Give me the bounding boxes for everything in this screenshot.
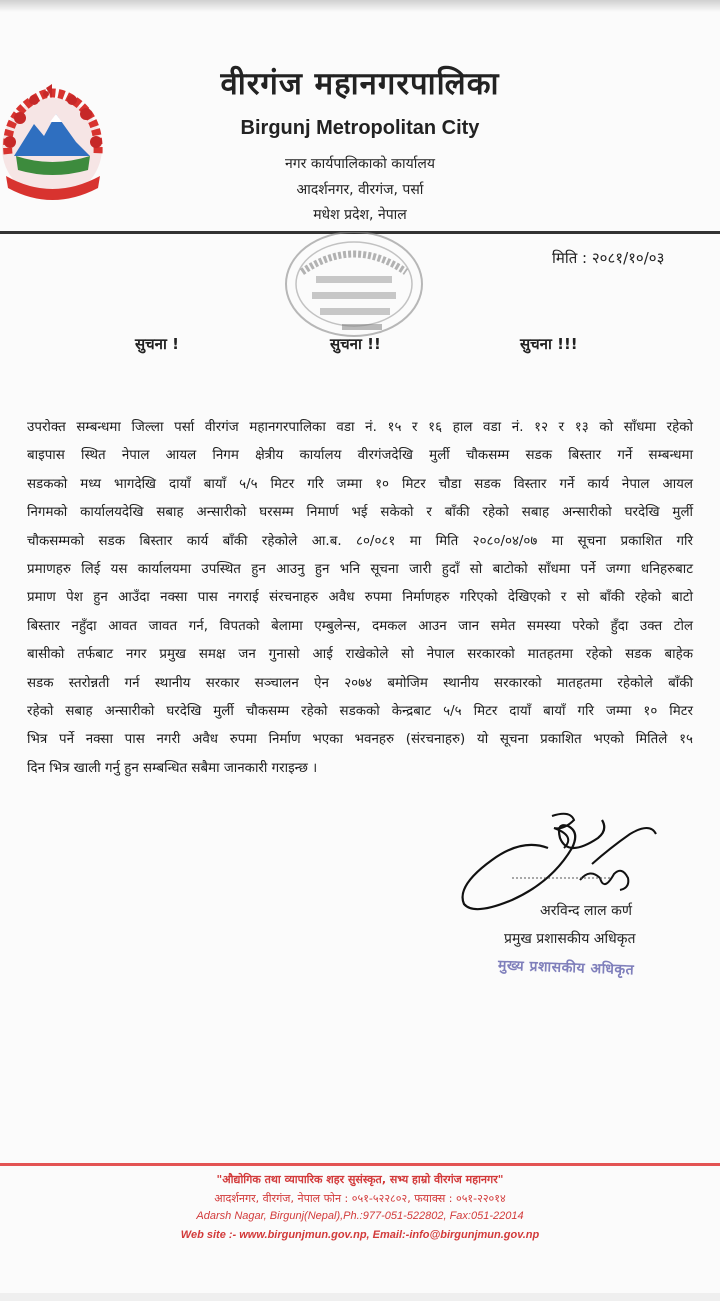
notice-date: मिति : २०८१/१०/०३ <box>552 249 665 267</box>
office-subtitle: नगर कार्यपालिकाको कार्यालय <box>285 156 435 172</box>
body-line: बाइपास स्थित नेपाल आयल निगम क्षेत्रीय कार्यालय वीरगंजदेखि मुर्ली चौकसम्म सडक बिस्तार गर्ने सम्बन्धमा <box>27 448 693 464</box>
page-bottom-edge <box>0 1293 720 1301</box>
body-line: भित्र पर्ने नक्सा पास नगरी अवैध रुपमा निर्माण भएका भवनहरु (संरचनाहरु) यो सूचना प्रकाशित भएको मितिले १५ <box>27 732 693 748</box>
footer-slogan: "औद्योगिक तथा व्यापारिक शहर सुसंस्कृत, सभ्य हाम्रो वीरगंज महानगर" <box>216 1173 504 1186</box>
office-title-en: Birgunj Metropolitan City <box>240 117 480 139</box>
body-line: सडक स्तरोन्नती गर्न स्थानीय सरकार सञ्चालन ऐन २०७४ बमोजिम स्थानीय सरकारको मातहतमा रहेकोले बाँकी <box>27 675 693 691</box>
body-line: प्रमाणहरु लिई यस कार्यालयमा उपस्थित हुन आउनु हुन भनि सूचना जारी हुदाँ सो बाटोको साँधमा पर्ने जग्गा धनिहरुबाट <box>27 562 693 578</box>
nepal-emblem-icon <box>0 84 112 210</box>
notice-body <box>27 414 693 783</box>
body-line: चौकसम्मको सडक बिस्तार कार्य बाँकी रहेकोले आ.ब. ८०/०८१ मा मिति २०८०/०४/०७ मा सूचना प्रकाशित गरि <box>27 533 693 549</box>
office-title-np: वीरगंज महानगरपालिका <box>220 66 500 102</box>
body-line: बिस्तार नहुँदा आवत जावत गर्न, विपतको बेलामा एम्बुलेन्स, दमकल आउन जान समेत समस्या परेको हुँदा उक्त टोल <box>27 618 693 634</box>
body-line: रहेको सबाह अन्सारीको घरदेखि मुर्ली चौकसम्म रहेको सडकको केन्द्रबाट ५/५ मिटर दायाँ बायाँ गरि जम्मा १० मिटर <box>27 704 693 720</box>
notice-heading-2: सुचना !! <box>330 335 381 353</box>
footer-web-email: Web site :- www.birgunjmun.gov.np, Email:-info@birgunjmun.gov.np <box>180 1229 540 1241</box>
body-line: दिन भित्र खाली गर्नु हुन सम्बन्धित सबैमा जानकारी गराइन्छ । <box>27 760 318 776</box>
body-line: प्रमाण पेश हुन आउँदा नक्सा पास नगराई संरचनाहरु अवैध रुपमा निर्माणहरु गरिएको देखिएको र सो बाँकी रहेको बाटो <box>27 590 693 606</box>
body-line: सडकको मध्य भागदेखि दायाँ बायाँ ५/५ मिटर गरि जम्मा १० मिटर चौडा सडक विस्तार गर्ने कार्य नेपाल आयल <box>27 476 693 492</box>
footer-divider <box>0 1163 720 1166</box>
body-line: बासीको तर्फबाट नगर प्रमुख समक्ष जन गुनासो आई राखेकोले सो नेपाल सरकारको मातहतमा रहेको सडक बाहेक <box>27 647 693 663</box>
scan-edge <box>0 0 720 12</box>
footer-address-np: आदर्शनगर, वीरगंज, नेपाल फोन : ०५१-५२२८०२, फयाक्स : ०५१-२२०१४ <box>214 1192 506 1205</box>
office-province: मधेश प्रदेश, नेपाल <box>313 207 407 223</box>
signer-name: अरविन्द लाल कर्ण <box>540 903 632 919</box>
signer-title: प्रमुख प्रशासकीय अधिकृत <box>504 931 636 947</box>
designation-stamp: मुख्य प्रशासकीय अधिकृत <box>497 957 635 979</box>
notice-heading-1: सुचना ! <box>135 335 179 353</box>
body-line: निगमको कार्यालयदेखि सबाह अन्सारीको घरसम्म निमार्ण भई सकेको र बाँकी रहेको सबाह अन्सारीको घरदेखि मुर्ली <box>27 505 693 521</box>
footer-address-en: Adarsh Nagar, Birgunj(Nepal),Ph.:977-051-522802, Fax:051-22014 <box>196 1210 524 1222</box>
notice-heading-3: सुचना !!! <box>520 335 578 353</box>
body-line: उपरोक्त सम्बन्धमा जिल्ला पर्सा वीरगंज महानगरपालिका वडा नं. १५ र १६ हाल वडा नं. १२ र १३ को साँधमा रहेको <box>27 420 693 435</box>
office-address: आदर्शनगर, वीरगंज, पर्सा <box>296 182 424 198</box>
